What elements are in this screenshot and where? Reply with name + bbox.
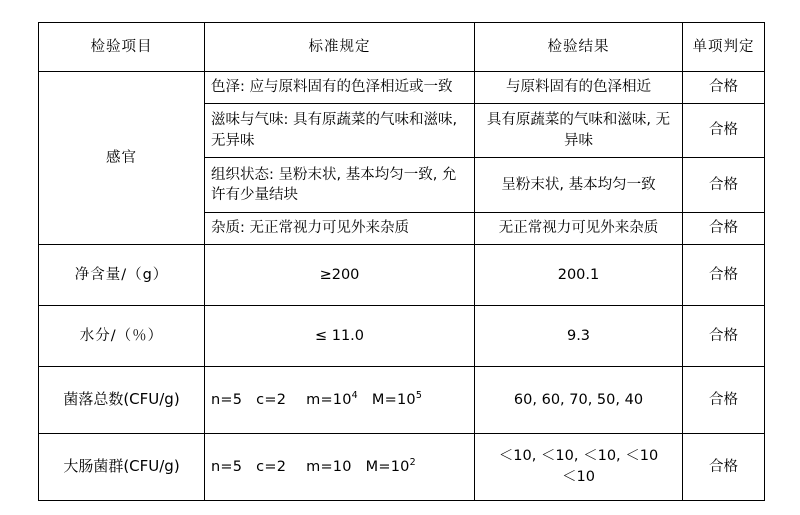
cell-judgement-color: 合格 — [683, 72, 765, 104]
table-row — [39, 72, 765, 104]
cell-item-moisture: 水分/（％） — [39, 306, 205, 367]
coliform-result-line-1: ＜10, ＜10, ＜10, ＜10 — [498, 448, 659, 465]
table-row — [39, 434, 765, 501]
cell-judgement-moisture: 合格 — [683, 306, 765, 367]
cell-standard-color: 色泽: 应与原料固有的色泽相近或一致 — [205, 72, 475, 104]
cell-judgement-coliform: 合格 — [683, 434, 765, 501]
coliform-result-line-2: ＜10 — [562, 469, 595, 485]
table-row — [39, 306, 765, 367]
cell-result-impurity: 无正常视力可见外来杂质 — [475, 212, 683, 244]
param-m-exponent: 4 — [351, 389, 358, 401]
cell-judgement-total-plate-count: 合格 — [683, 367, 765, 434]
cell-result-color: 与原料固有的色泽相近 — [475, 72, 683, 104]
cell-judgement-taste: 合格 — [683, 104, 765, 158]
header-standard: 标准规定 — [205, 23, 475, 72]
cell-standard-coliform — [205, 434, 475, 501]
param-M: M=10 — [371, 391, 416, 408]
inspection-results-table — [38, 22, 765, 501]
param-M-exponent: 5 — [415, 389, 423, 401]
cell-judgement-net-content: 合格 — [683, 245, 765, 306]
cell-result-net-content: 200.1 — [475, 245, 683, 306]
cell-standard-taste: 滋味与气味: 具有原蔬菜的气味和滋味, 无异味 — [205, 104, 475, 158]
param-m: m=10 — [306, 391, 352, 408]
cell-judgement-texture: 合格 — [683, 158, 765, 212]
cell-standard-moisture: ≤ 11.0 — [205, 306, 475, 367]
cell-result-taste: 具有原蔬菜的气味和滋味, 无异味 — [475, 104, 683, 158]
param-n: n=5 — [211, 391, 243, 408]
cell-standard-impurity: 杂质: 无正常视力可见外来杂质 — [205, 212, 475, 244]
cell-item-sensory: 感官 — [39, 72, 205, 245]
cell-result-moisture: 9.3 — [475, 306, 683, 367]
table-header-row — [39, 23, 765, 72]
param-m: m=10 — [306, 458, 352, 475]
param-n: n=5 — [211, 458, 243, 475]
cell-standard-net-content: ≥200 — [205, 245, 475, 306]
cell-result-coliform — [475, 434, 683, 501]
cell-standard-total-plate-count — [205, 367, 475, 434]
param-c: c=2 — [256, 391, 287, 408]
cell-judgement-impurity: 合格 — [683, 212, 765, 244]
param-c: c=2 — [256, 458, 287, 475]
cell-result-texture: 呈粉末状, 基本均匀一致 — [475, 158, 683, 212]
cell-item-total-plate-count: 菌落总数(CFU/g) — [39, 367, 205, 434]
param-M: M=10 — [365, 458, 410, 475]
cell-result-total-plate-count: 60, 60, 70, 50, 40 — [475, 367, 683, 434]
param-M-exponent: 2 — [409, 456, 416, 468]
table-row — [39, 367, 765, 434]
header-item: 检验项目 — [39, 23, 205, 72]
cell-item-net-content: 净含量/（g） — [39, 245, 205, 306]
cell-standard-texture: 组织状态: 呈粉末状, 基本均匀一致, 允许有少量结块 — [205, 158, 475, 212]
cell-item-coliform: 大肠菌群(CFU/g) — [39, 434, 205, 501]
header-result: 检验结果 — [475, 23, 683, 72]
table-row — [39, 245, 765, 306]
header-judgement: 单项判定 — [683, 23, 765, 72]
